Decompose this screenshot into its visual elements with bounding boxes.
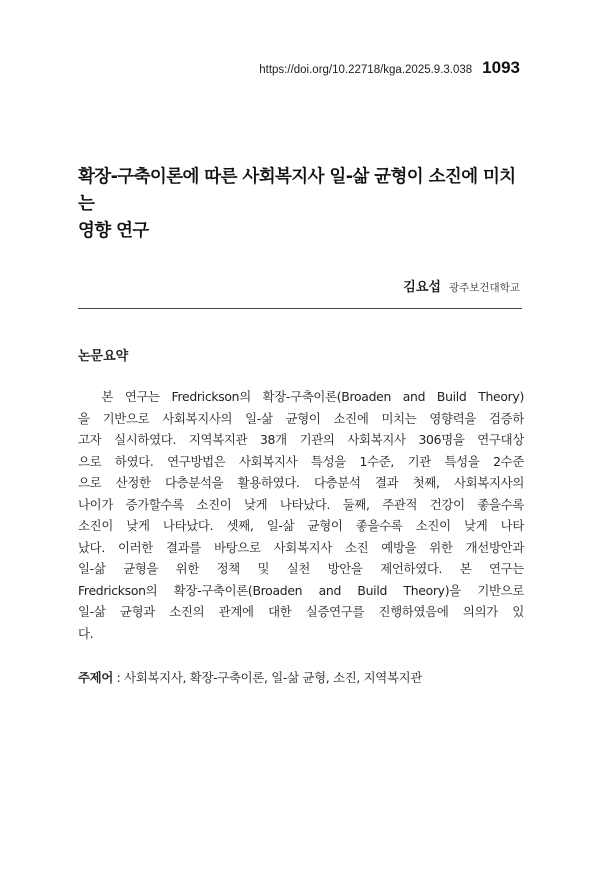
abstract-body <box>78 386 524 644</box>
abstract-line: 일-삶 균형을 위한 정책 및 실천 방안을 제언하였다. 본 연구는 <box>78 561 524 576</box>
abstract-line: 났다. 이러한 결과를 바탕으로 사회복지사 소진 예방을 위한 개선방안과 <box>78 539 524 555</box>
keywords-label: 주제어 <box>78 670 114 685</box>
section-divider <box>78 308 522 309</box>
title-line-1: 확장-구축이론에 따른 사회복지사 일-삶 균형이 소진에 미치는 <box>78 167 516 214</box>
page-number: 1093 <box>482 58 520 77</box>
abstract-line: 소진이 낮게 나타났다. 셋째, 일-삶 균형이 좋을수록 소진이 낮게 나타 <box>78 518 524 533</box>
abstract-line: 으로 하였다. 연구방법은 사회복지사 특성을 1수준, 기관 특성을 2수준 <box>78 453 524 469</box>
abstract-line: Fredrickson의 확장-구축이론(Broaden and Build Theory)을 기반으로 <box>78 582 524 598</box>
keywords-line <box>78 668 528 686</box>
abstract-line: 일-삶 균형과 소진의 관계에 대한 실증연구를 진행하였음에 의의가 있 <box>78 604 524 619</box>
title-line-2: 영향 연구 <box>78 221 149 241</box>
keywords-text: 사회복지사, 확장-구축이론, 일-삶 균형, 소진, 지역복지관 <box>124 670 422 685</box>
author-affiliation: 광주보건대학교 <box>448 282 520 294</box>
author-block <box>403 276 520 295</box>
abstract-line: 나이가 증가할수록 소진이 낮게 나타났다. 둘째, 주관적 건강이 좋을수록 <box>78 496 524 512</box>
abstract-line: 본 연구는 Fredrickson의 확장-구축이론(Broaden and Build Theory) <box>78 389 524 404</box>
abstract-line: 고자 실시하였다. 지역복지관 38개 기관의 사회복지사 306명을 연구대상 <box>78 432 524 447</box>
abstract-line: 으로 산정한 다층분석을 활용하였다. 다층분석 결과 첫째, 사회복지사의 <box>78 475 524 490</box>
abstract-line: 을 기반으로 사회복지사의 일-삶 균형이 소진에 미치는 영향력을 검증하 <box>78 410 524 426</box>
doi-link[interactable]: https://doi.org/10.22718/kga.2025.9.3.038 <box>259 64 473 76</box>
author-name: 김요섭 <box>403 280 441 295</box>
abstract-line: 다. <box>78 625 94 641</box>
keywords-separator: : <box>113 670 125 685</box>
page-header <box>259 58 520 78</box>
paper-title <box>78 164 528 245</box>
abstract-heading: 논문요약 <box>78 349 129 364</box>
